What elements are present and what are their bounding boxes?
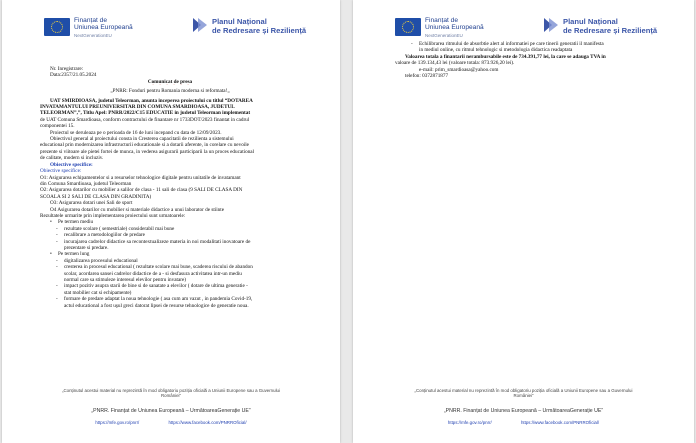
page-header	[353, 14, 694, 44]
text-line: scolar, acordarea sansei cadrelor didactice de a - si desfasura activitatea intr-un mediu	[64, 270, 242, 277]
text-line: INVATAMANTULUI PREUNIVERSITAR DIN COMUNA SMARDIOASA, JUDETUL	[40, 104, 235, 111]
text-line: educational prin modernizarea infrastructurii educationale si a dotarii aferente, in corelare cu nevoile	[40, 142, 249, 149]
text-line: Obiective specifice:	[40, 168, 82, 175]
text-line: Obiective specifice:	[50, 161, 93, 168]
text-line: prezentare si predare.	[64, 244, 109, 251]
footer-disclaimer: „Conținutul acestui material nu reprezintă în mod obligatoriu poziția oficială a Uniunii Europene sau a Guvernului României”	[414, 388, 633, 399]
text-line: - rezultate scolare ( semestriale) considerabil mai bune	[40, 226, 300, 232]
press-release-body	[40, 66, 300, 309]
text-line: Rezultatele urmarite prin implementarea proiectului sunt urmatoarele:	[40, 212, 186, 219]
text-line: de UAT Comuna Smardioasa, conform contractului de finantare nr 1733DOT/2023 finantat in cadrul	[40, 116, 250, 123]
text-line: e-mail: prim_smardioasa@yahoo.com	[419, 66, 499, 73]
text-line: Valoarea totala a finantarii nerambursabile este de 734.391,77 lei, la care se adauga TVA in	[405, 53, 606, 60]
footer-link-facebook[interactable]: https://www.facebook.com/PNRROficial/	[520, 420, 600, 426]
document-page-2	[353, 0, 694, 443]
text-line: • Pe termen lung	[40, 251, 300, 257]
text-line: din Comuna Smardioasa, judetul Teleorman	[40, 180, 132, 187]
text-line: - impact pozitiv asupra starii de bine si de sanatate a elevilor ( dotare de ultima generatie -	[40, 283, 300, 289]
text-line: prezente si viitoare ale pietei fortei de munca, in vederea asigurarii participarii la un proces educational	[40, 148, 255, 155]
text-line: telefon: 0372871877	[405, 73, 449, 80]
eu-funding-logo-text: Finanțat de Uniunea Europeană NextGenerationEU	[74, 17, 133, 38]
document-page-1	[2, 0, 340, 443]
text-line: de calitate, modern si incluziv.	[40, 155, 104, 162]
page-footer	[2, 388, 340, 425]
text-line: O1: Asigurarea echipamentelor si a resurselor tehnologice digitale pentru unitatile de invatamant	[40, 174, 241, 181]
text-line: componentei 15.	[40, 123, 75, 130]
footer-links	[353, 420, 694, 425]
text-line: - formare de predare adaptat la noua tehnologie ( asa cum am vazut , in pandemia Covid-19,	[40, 296, 300, 302]
pnrr-logo-text: Planul Național de Redresare și Reziliență	[212, 17, 307, 35]
text-line: Data:2357/21.05.2024	[50, 72, 97, 79]
pnrr-logo-icon	[192, 17, 208, 33]
text-line: valoare de 139.134,43 lei (valoare totala: 873.926,20 lei).	[395, 60, 515, 67]
text-line: TELEORMAN”,”, Titlu Apel: PNRR/2022/C15 EDUCATIE in judetul Teleorman implementat	[40, 110, 251, 117]
eu-flag-icon	[44, 18, 70, 36]
footer-slogan: „PNRR. Finanțat de Uniunea Europeană – UrmătoareaGenerație UE”	[443, 408, 604, 415]
text-line: O2: Asigurarea dotarilor cu mobilier a salilor de clasa - 11 sali de clasa (9 SALI DE CLASA DIN	[40, 187, 243, 194]
text-line: SCOALA SI 2 SALI DE CLASA DIN GRADINITA)	[40, 193, 152, 200]
footer-link-mfe[interactable]: https://mfe.gov.ro/pnrr/	[95, 420, 140, 426]
text-line: - recalibrare a metodologiilor de predare	[40, 232, 300, 238]
page-footer	[353, 388, 694, 425]
text-line: O4 Asigurarea dotarilor cu mobilier si materiale didactice a unui laborator de stiinte	[50, 206, 225, 213]
footer-disclaimer: „Conținutul acestui material nu reprezintă în mod obligatoriu poziția oficială a Uniunii Europene sau a Guvernului României”	[62, 388, 280, 399]
footer-link-mfe[interactable]: https://mfe.gov.ro/pnrr/	[447, 420, 492, 426]
text-line: Nr. Inregistrare:	[50, 66, 84, 72]
text-line: UAT SMIRDIOASA, judetul Teleorman, anunta inceperea proiectului cu titlul “DOTAREA	[50, 97, 253, 104]
text-line: - Echilibrarea ritmului de absorbtie alert al informatiei pe care tinerii generatii il manifesta	[395, 41, 662, 47]
text-line: Proiectul se deruleaza pe o perioada de 16 de luni incepand cu data de 12/09/2023.	[50, 129, 222, 136]
pnrr-logo-icon	[543, 17, 559, 33]
press-release-body-continued	[395, 41, 662, 79]
eu-flag-icon	[395, 18, 421, 36]
text-line: - incurajarea cadrelor didactice sa recontextualizeze materia in noi modalitati inovatoare de	[40, 239, 300, 245]
footer-link-facebook[interactable]: https://www.facebook.com/PNRROficial/	[168, 420, 247, 426]
text-line: in mediul online, cu ritmul tehnologic si metodologia didactica readaptata	[419, 47, 573, 54]
text-line: Comunicat de presa	[147, 78, 193, 85]
page-header	[2, 14, 340, 44]
eu-funding-logo-text: Finanțat de Uniunea Europeană NextGenerationEU	[425, 17, 484, 38]
text-line: - digitalizarea procesului educational	[40, 258, 300, 264]
text-line: normal care sa stimuleze interesul elevilor pentru invatare)	[64, 277, 186, 283]
text-line: stat mobilier cat si echipamente)	[64, 289, 132, 296]
text-line: actul educational a fost uşul greci datorat lipsei de resurse tehnologice de generatie noua.	[64, 302, 249, 309]
text-line: O3: Asigurarea dotari unei Sali de sport	[50, 200, 133, 207]
text-line: • Pe termen mediu	[40, 219, 300, 225]
text-line: „PNRR: Fonduri pentru Romania moderna si reformata!„	[110, 88, 230, 95]
footer-slogan: „PNRR. Finanțat de Uniunea Europeană – UrmătoareaGenerație UE”	[91, 408, 251, 415]
text-line: Obiectivul general al proiectului consta in Cresterea capacitatii de rezilienta a sistemului	[50, 136, 234, 143]
text-line: - cresterea in procesul educational ( rezultate scolare mai bune, scaderea riscului de abandon	[40, 264, 300, 270]
pnrr-logo-text: Planul Național de Redresare și Reziliență	[563, 17, 658, 35]
footer-links	[2, 420, 340, 425]
